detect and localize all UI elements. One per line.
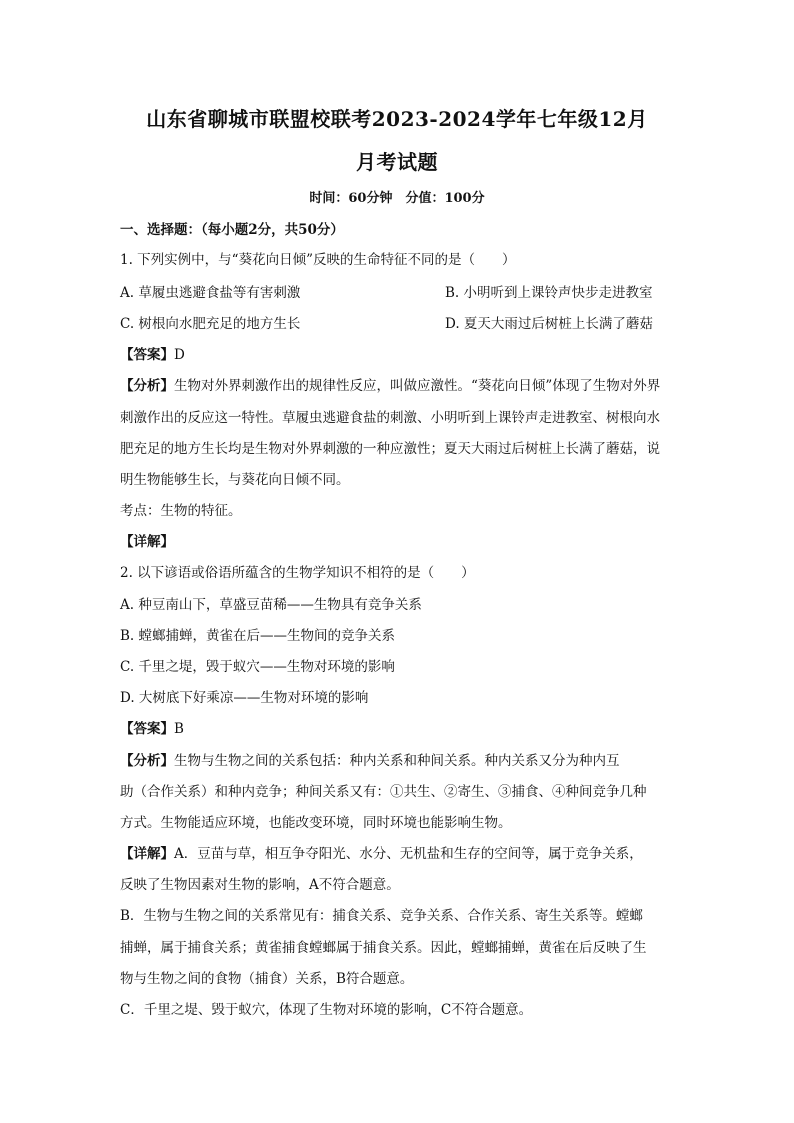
q1-analysis-tag: 【分析】	[120, 378, 174, 394]
q1-stem: 1. 下列实例中，与“葵花向日倾”反映的生命特征不同的是（ ）	[120, 252, 516, 268]
q2-option-b: B. 螳螂捕蝉，黄雀在后——生物间的竞争关系	[120, 628, 396, 644]
q2-analysis-tag: 【分析】	[120, 753, 174, 769]
q2-option-c: C. 千里之堤，毁于蚁穴——生物对环境的影响	[120, 659, 395, 675]
q2-option-a: A. 种豆南山下，草盛豆苗稀——生物具有竞争关系	[120, 597, 422, 613]
q2-analysis-line-3: 方式。生物能适应环境，也能改变环境，同时环境也能影响生物。	[120, 815, 512, 831]
q1-option-b: B. 小明听到上课铃声快步走进教室	[445, 285, 653, 301]
q1-option-d: D. 夏天大雨过后树桩上长满了蘑菇	[445, 316, 653, 332]
q1-answer	[120, 343, 185, 363]
q1-analysis-line-1	[120, 374, 660, 394]
q2-answer	[120, 717, 184, 737]
q2-detail-line-6: C．千里之堤、毁于蚁穴，体现了生物对环境的影响，C不符合题意。	[120, 1002, 533, 1018]
q1-answer-tag: 【答案】	[120, 347, 174, 363]
q2-detail-line-1	[120, 842, 643, 862]
document-title-line1: 山东省聊城市联盟校联考2023-2024学年七年级12月	[146, 107, 648, 131]
q2-detail-line-3: B．生物与生物之间的关系常见有：捕食关系、竞争关系、合作关系、寄生关系等。螳螂	[120, 908, 643, 924]
q2-detail-tag: 【详解】	[120, 846, 174, 862]
q2-answer-value: B	[174, 721, 184, 737]
q2-detail-line-4: 捕蝉，属于捕食关系；黄雀捕食螳螂属于捕食关系。因此，螳螂捕蝉，黄雀在后反映了生	[120, 940, 647, 956]
q1-detail-tag: 【详解】	[120, 534, 174, 550]
q2-analysis-line-1	[120, 749, 620, 769]
section-heading: 一、选择题：（每小题2分，共50分）	[120, 222, 344, 238]
q2-option-d: D. 大树底下好乘凉——生物对环境的影响	[120, 690, 369, 706]
q2-detail-line-2: 反映了生物因素对生物的影响，A不符合题意。	[120, 877, 400, 893]
exam-meta: 时间：60分钟 分值：100分	[309, 191, 485, 206]
document-title-line2: 月考试题	[356, 150, 438, 174]
q2-detail-line-5: 物与生物之间的食物（捕食）关系，B符合题意。	[120, 971, 414, 987]
q2-answer-tag: 【答案】	[120, 721, 174, 737]
q2-stem: 2. 以下谚语或俗语所蕴含的生物学知识不相符的是（ ）	[120, 565, 475, 581]
q2-analysis-line-2: 助（合作关系）和种内竞争；种间关系又有：①共生、②寄生、③捕食、④种间竞争几种	[120, 784, 647, 800]
q1-option-a: A. 草履虫逃避食盐等有害刺激	[120, 285, 301, 301]
q1-analysis-line-4: 明生物能够生长，与葵花向日倾不同。	[120, 472, 350, 488]
q1-analysis-line-3: 肥充足的地方生长均是生物对外界刺激的一种应激性；夏天大雨过后树桩上长满了蘑菇，说	[120, 441, 660, 457]
q2-detail-text: A．豆苗与草，相互争夺阳光、水分、无机盐和生存的空间等，属于竞争关系，	[174, 846, 643, 862]
q1-option-c: C. 树根向水肥充足的地方生长	[120, 316, 301, 332]
q1-kaodian: 考点：生物的特征。	[120, 503, 242, 519]
q1-analysis-text: 生物对外界刺激作出的规律性反应，叫做应激性。“葵花向日倾”体现了生物对外界	[174, 378, 661, 394]
q1-answer-value: D	[174, 347, 185, 363]
q1-analysis-line-2: 刺激作出的反应这一特性。草履虫逃避食盐的刺激、小明听到上课铃声走进教室、树根向水	[120, 410, 660, 426]
q2-analysis-text: 生物与生物之间的关系包括：种内关系和种间关系。种内关系又分为种内互	[174, 753, 620, 769]
